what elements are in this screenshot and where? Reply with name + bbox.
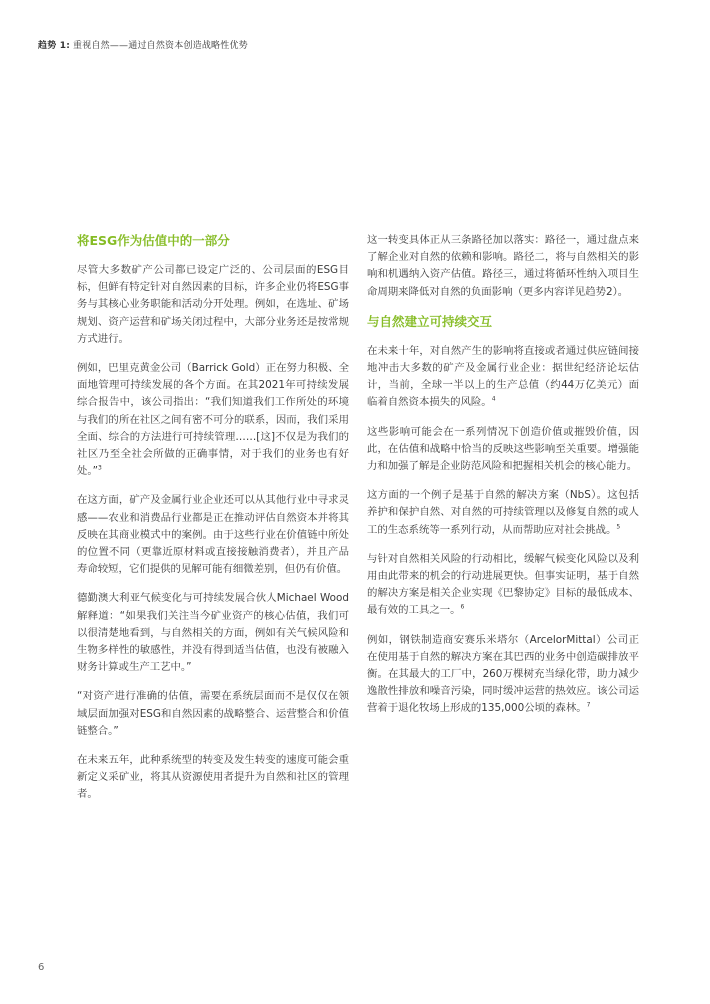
header-trend-title: 重视自然——通过自然资本创造战略性优势 bbox=[70, 41, 248, 51]
section-heading-sustainable-interaction: 与自然建立可持续交互 bbox=[367, 313, 493, 329]
paragraph: 德勤澳大利亚气候变化与可持续发展合伙人Michael Wood解释道：“如果我们关注当今矿业资产的核心估值，我们可以很清楚地看到，与自然相关的方面，例如有关气候风险和生物多样性的敏感性，并没有得到适当估值，也没有被融入财务计算或生产工艺中。” bbox=[77, 592, 349, 674]
footnote-ref: 6 bbox=[460, 603, 465, 611]
page-number: 6 bbox=[38, 962, 45, 973]
paragraph-text: 与针对自然相关风险的行动相比，缓解气候变化风险以及利用由此带来的机会的行动进展更快。但事实证明，基于自然的解决方案是相关企业实现《巴黎协定》目标的最低成本、最有效的工具之一。 bbox=[367, 552, 639, 617]
paragraph bbox=[367, 551, 639, 620]
running-header bbox=[38, 38, 248, 51]
paragraph-text: 在未来十年，对自然产生的影响将直接或者通过供应链间接地冲击大多数的矿产及金属行业企业：据世纪经济论坛估计，当前，全球一半以上的生产总值（约44万亿美元）面临着自然资本损失的风险。 bbox=[367, 344, 639, 409]
footnote-ref: 5 bbox=[616, 523, 621, 531]
left-column bbox=[77, 232, 349, 816]
paragraph-text: 例如，巴里克黄金公司（Barrick Gold）正在努力积极、全面地管理可持续发展的各个方面。在其2021年可持续发展综合报告中，该公司指出：“我们知道我们工作所处的环境与我们的所在社区之间有密不可分的联系，因而，我们采用全面、综合的方法进行可持续管理……[这]不仅是为我们的社区乃至全社会所做的正确事情，对于我们的业务也有好处。” bbox=[77, 362, 349, 478]
paragraph bbox=[367, 632, 639, 718]
paragraph: 这些影响可能会在一系列情况下创造价值或摧毁价值，因此，在估值和战略中恰当的反映这些影响至关重要。增强能力和加强了解是企业防范风险和把握相关机会的核心能力。 bbox=[367, 425, 639, 473]
footnote-ref: 3 bbox=[97, 464, 102, 472]
paragraph: 在这方面，矿产及金属行业企业还可以从其他行业中寻求灵感——农业和消费品行业都是正在推动评估自然资本并将其反映在其商业模式中的案例。由于这些行业在价值链中所处的位置不同（更靠近原材料或直接接触消费者），并且产品寿命较短，它们提供的见解可能有细微差别，但仍有价值。 bbox=[77, 494, 349, 576]
paragraph bbox=[77, 360, 349, 480]
section-heading-esg-valuation: 将ESG作为估值中的一部分 bbox=[77, 233, 230, 248]
header-trend-label: 趋势 1: bbox=[38, 41, 70, 51]
paragraph bbox=[367, 487, 639, 539]
paragraph: 尽管大多数矿产公司都已设定广泛的、公司层面的ESG目标，但鲜有特定针对自然因素的目标，许多企业仍将ESG事务与其核心业务职能和活动分开处理。例如，在选址、矿场规划、资产运营和矿场关闭过程中，大部分业务还是按常规方式进行。 bbox=[77, 264, 349, 345]
paragraph: “对资产进行准确的估值，需要在系统层面而不是仅仅在领域层面加强对ESG和自然因素的战略整合、运营整合和价值链整合。” bbox=[77, 690, 349, 737]
paragraph: 在未来五年，此种系统型的转变及发生转变的速度可能会重新定义采矿业，将其从资源使用者提升为自然和社区的管理者。 bbox=[77, 754, 349, 801]
paragraph-text: 这方面的一个例子是基于自然的解决方案（NbS）。这包括养护和保护自然、对自然的可持续管理以及修复自然的或人工的生态系统等一系列行动，从而帮助应对社会挑战。 bbox=[367, 489, 639, 536]
footnote-ref: 4 bbox=[491, 395, 496, 403]
right-column bbox=[367, 232, 639, 730]
paragraph: 这一转变具体正从三条路径加以落实：路径一，通过盘点来了解企业对自然的依赖和影响。路径二，将与自然相关的影响和机遇纳入资产估值。路径三，通过将循环性纳入项目生命周期来降低对自然的负面影响（更多内容详见趋势2）。 bbox=[367, 234, 639, 298]
footnote-ref: 7 bbox=[586, 702, 591, 709]
paragraph bbox=[367, 343, 639, 412]
paragraph-text: 例如，钢铁制造商安赛乐米塔尔（ArcelorMittal）公司正在使用基于自然的解决方案在其巴西的业务中创造碳排放平衡。在其最大的工厂中，260万棵树充当绿化带，助力减少逸散性排放和噪音污染，同时缓冲运营的热效应。该公司运营着于退化牧场上形成的135,000公顷的森林。 bbox=[367, 633, 639, 715]
